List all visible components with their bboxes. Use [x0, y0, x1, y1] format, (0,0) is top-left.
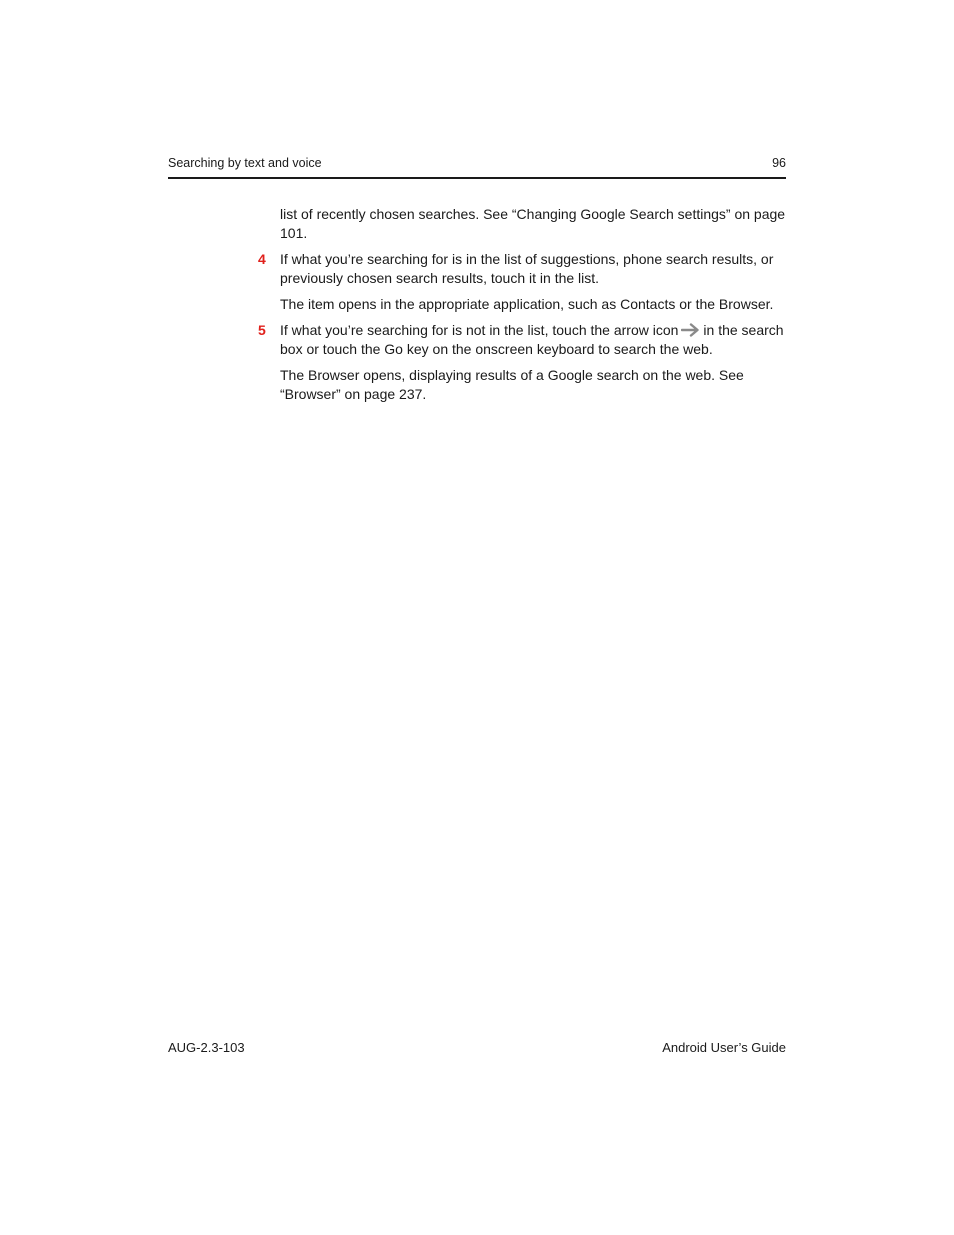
step-5 [258, 321, 786, 359]
step-text-after-icon: in the search box or touch the Go key on the onscreen keyboard to search the web. [280, 322, 784, 357]
intro-continuation: list of recently chosen searches. See “Changing Google Search settings” on page 101. [280, 206, 786, 241]
step-text: If what you’re searching for is in the list of suggestions, phone search results, or previously chosen search results, touch it in the list. [280, 251, 774, 286]
step-number: 4 [258, 251, 266, 267]
arrow-right-icon [681, 323, 701, 337]
section-title: Searching by text and voice [168, 156, 322, 170]
step-4 [258, 250, 786, 288]
step-text-before-icon: If what you’re searching for is not in the list, touch the arrow icon [280, 322, 679, 338]
guide-title: Android User’s Guide [662, 1040, 786, 1055]
step-5-followup: The Browser opens, displaying results of a Google search on the web. See “Browser” on page 237. [280, 367, 744, 402]
document-code: AUG-2.3-103 [168, 1040, 245, 1055]
step-number: 5 [258, 322, 266, 338]
page-content [258, 205, 786, 411]
page-number: 96 [772, 156, 786, 170]
step-4-followup: The item opens in the appropriate application, such as Contacts or the Browser. [280, 296, 774, 312]
page-header [168, 153, 786, 179]
